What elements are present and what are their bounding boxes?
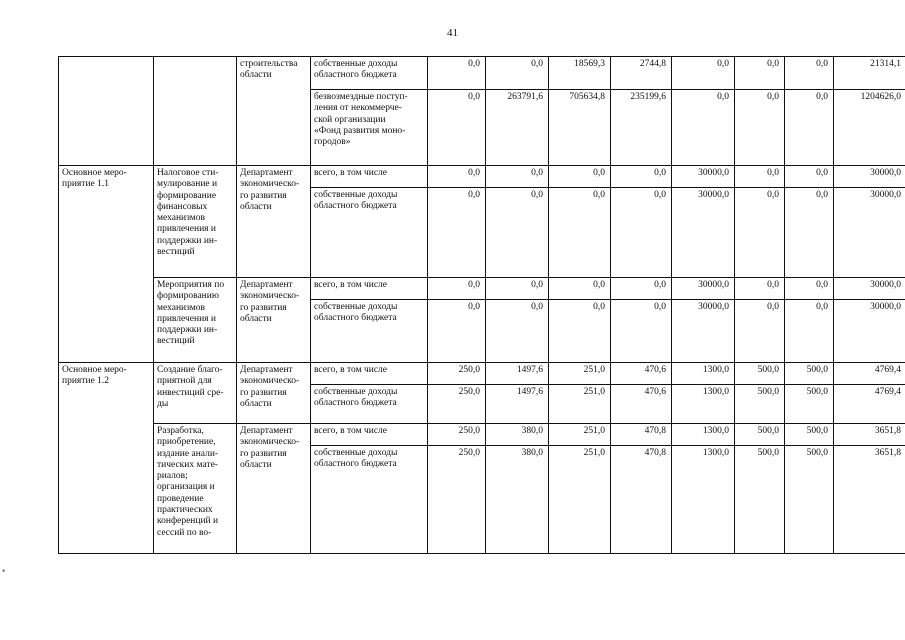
total-cell: 30000,0 (834, 188, 905, 278)
executor-text: экономическо- (240, 179, 300, 190)
table-row (59, 424, 905, 446)
funding-source-cell (311, 57, 428, 90)
value-cell: 0,0 (785, 188, 834, 278)
value-cell: 30000,0 (672, 188, 735, 278)
executor-text: Департамент (240, 426, 293, 436)
value-cell: 30000,0 (672, 300, 735, 363)
funding-source-cell (311, 188, 428, 278)
executor-text: го развития (240, 302, 287, 313)
value-cell: 500,0 (735, 385, 785, 424)
event-name-text: приятной для (157, 376, 212, 387)
value-cell: 0,0 (549, 300, 611, 363)
value-cell: 0,0 (428, 300, 486, 363)
main-event-cell (59, 57, 154, 166)
funding-source-text: всего, в том числе (314, 426, 388, 436)
event-name-text: Разработка, (157, 426, 204, 436)
value-cell: 0,0 (611, 166, 672, 188)
value-cell: 1497,6 (486, 385, 549, 424)
funding-source-text: собственные доходы (314, 59, 398, 69)
value-cell: 500,0 (785, 424, 834, 446)
value-cell: 1300,0 (672, 446, 735, 554)
funding-source-text: всего, в том числе (314, 168, 388, 178)
event-name-cell (154, 278, 237, 363)
main-event-cell (59, 166, 154, 363)
event-name-text: Мероприятия по (157, 280, 225, 290)
value-cell: 0,0 (549, 166, 611, 188)
funding-source-text: областного бюджета (314, 70, 397, 81)
funding-source-cell (311, 278, 428, 300)
value-cell: 1300,0 (672, 385, 735, 424)
funding-source-cell (311, 446, 428, 554)
event-name-text: конференций и (157, 516, 219, 527)
total-cell: 21314,1 (834, 57, 905, 90)
executor-text: области (240, 313, 272, 324)
value-cell: 500,0 (735, 363, 785, 385)
table-row (59, 166, 905, 188)
executor-text: го развития (240, 448, 287, 459)
value-cell: 263791,6 (486, 90, 549, 166)
total-cell: 4769,4 (834, 385, 905, 424)
value-cell: 250,0 (428, 385, 486, 424)
value-cell: 0,0 (735, 57, 785, 90)
value-cell: 0,0 (486, 188, 549, 278)
value-cell: 250,0 (428, 446, 486, 554)
value-cell: 0,0 (735, 300, 785, 363)
executor-text: области (240, 398, 272, 409)
funding-source-text: областного бюджета (314, 201, 397, 212)
funding-source-text: ской организации (314, 114, 386, 125)
value-cell: 18569,3 (549, 57, 611, 90)
event-name-text: проведение (157, 493, 204, 504)
value-cell: 705634,8 (549, 90, 611, 166)
total-cell: 1204626,0 (834, 90, 905, 166)
funding-source-text: собственные доходы (314, 448, 398, 458)
value-cell: 500,0 (735, 446, 785, 554)
total-cell: 30000,0 (834, 166, 905, 188)
value-cell: 0,0 (735, 278, 785, 300)
event-name-cell (154, 424, 237, 554)
value-cell: 0,0 (428, 278, 486, 300)
value-cell: 0,0 (785, 57, 834, 90)
value-cell: 0,0 (549, 278, 611, 300)
event-name-text: приобретение, (157, 437, 216, 448)
value-cell: 2744,8 (611, 57, 672, 90)
value-cell: 0,0 (486, 57, 549, 90)
event-name-text: формирование (157, 190, 217, 201)
event-name-text: сессий по во- (157, 527, 212, 538)
total-cell: 4769,4 (834, 363, 905, 385)
event-name-text: механизмов (157, 213, 205, 224)
value-cell: 380,0 (486, 424, 549, 446)
funding-source-cell (311, 90, 428, 166)
executor-cell (237, 57, 311, 166)
value-cell: 500,0 (735, 424, 785, 446)
value-cell: 0,0 (611, 278, 672, 300)
value-cell: 470,8 (611, 424, 672, 446)
value-cell: 250,0 (428, 424, 486, 446)
value-cell: 470,6 (611, 385, 672, 424)
event-name-cell (154, 363, 237, 424)
value-cell: 0,0 (672, 90, 735, 166)
executor-text: экономическо- (240, 291, 300, 302)
executor-cell (237, 363, 311, 424)
total-cell: 30000,0 (834, 300, 905, 363)
executor-text: строительства (240, 59, 298, 69)
value-cell: 0,0 (735, 90, 785, 166)
edge-mark: • (2, 566, 6, 576)
main-event-text: приятие 1.2 (62, 376, 109, 387)
funding-source-text: собственные доходы (314, 302, 398, 312)
value-cell: 251,0 (549, 424, 611, 446)
event-name-text: Создание благо- (157, 365, 223, 375)
funding-source-text: «Фонд развития моно- (314, 125, 406, 136)
value-cell: 0,0 (428, 188, 486, 278)
funding-source-text: всего, в том числе (314, 365, 388, 375)
value-cell: 0,0 (611, 300, 672, 363)
value-cell: 1300,0 (672, 424, 735, 446)
value-cell: 0,0 (486, 300, 549, 363)
value-cell: 0,0 (785, 90, 834, 166)
value-cell: 0,0 (486, 166, 549, 188)
event-name-text: вестиций (157, 336, 195, 347)
table-row (59, 363, 905, 385)
event-name-text: поддержки ин- (157, 235, 218, 246)
value-cell: 235199,6 (611, 90, 672, 166)
value-cell: 470,8 (611, 446, 672, 554)
main-event-cell (59, 363, 154, 554)
event-name-text: практических (157, 505, 213, 516)
funding-source-text: городов» (314, 137, 351, 148)
executor-text: Департамент (240, 365, 293, 375)
event-name-text: формированию (157, 291, 219, 302)
value-cell: 500,0 (785, 363, 834, 385)
funding-source-text: областного бюджета (314, 398, 397, 409)
event-name-text: поддержки ин- (157, 325, 218, 336)
executor-text: Департамент (240, 168, 293, 178)
value-cell: 0,0 (428, 166, 486, 188)
main-event-text: Основное меро- (62, 168, 127, 178)
executor-text: экономическо- (240, 376, 300, 387)
funding-source-cell (311, 363, 428, 385)
event-name-text: привлечения и (157, 224, 216, 235)
event-name-text: привлечения и (157, 313, 216, 324)
executor-cell (237, 278, 311, 363)
value-cell: 0,0 (735, 166, 785, 188)
total-cell: 3651,8 (834, 446, 905, 554)
value-cell: 30000,0 (672, 278, 735, 300)
value-cell: 251,0 (549, 385, 611, 424)
page-number: 41 (447, 27, 458, 39)
funding-source-text: областного бюджета (314, 459, 397, 470)
total-cell: 3651,8 (834, 424, 905, 446)
value-cell: 500,0 (785, 446, 834, 554)
executor-text: Департамент (240, 280, 293, 290)
executor-text: го развития (240, 387, 287, 398)
event-name-text: Налоговое сти- (157, 168, 219, 178)
event-name-cell (154, 166, 237, 278)
funding-source-cell (311, 385, 428, 424)
event-name-text: ды (157, 398, 169, 409)
funding-source-cell (311, 300, 428, 363)
event-name-text: финансовых (157, 201, 208, 212)
executor-text: го развития (240, 190, 287, 201)
value-cell: 251,0 (549, 446, 611, 554)
event-name-text: организация и (157, 482, 215, 493)
event-name-text: тических мате- (157, 459, 218, 470)
value-cell: 250,0 (428, 363, 486, 385)
total-cell: 30000,0 (834, 278, 905, 300)
executor-text: экономическо- (240, 437, 300, 448)
value-cell: 0,0 (428, 57, 486, 90)
value-cell: 0,0 (785, 278, 834, 300)
value-cell: 1300,0 (672, 363, 735, 385)
value-cell: 0,0 (486, 278, 549, 300)
value-cell: 0,0 (611, 188, 672, 278)
executor-cell (237, 424, 311, 554)
funding-source-text: областного бюджета (314, 313, 397, 324)
main-event-text: приятие 1.1 (62, 179, 109, 190)
funding-source-text: собственные доходы (314, 190, 398, 200)
event-name-text: вестиций (157, 247, 195, 258)
value-cell: 0,0 (428, 90, 486, 166)
value-cell: 470,6 (611, 363, 672, 385)
event-name-text: риалов; (157, 471, 188, 482)
funding-source-text: ления от некоммерче- (314, 103, 402, 114)
value-cell: 251,0 (549, 363, 611, 385)
value-cell: 0,0 (735, 188, 785, 278)
value-cell: 500,0 (785, 385, 834, 424)
table-row (59, 278, 905, 300)
event-name-text: издание анали- (157, 448, 219, 459)
executor-text: области (240, 459, 272, 470)
funding-source-cell (311, 424, 428, 446)
value-cell: 0,0 (785, 166, 834, 188)
event-name-text: механизмов (157, 302, 205, 313)
main-event-text: Основное меро- (62, 365, 127, 375)
value-cell: 0,0 (549, 188, 611, 278)
value-cell: 1497,6 (486, 363, 549, 385)
value-cell: 30000,0 (672, 166, 735, 188)
value-cell: 0,0 (785, 300, 834, 363)
value-cell: 0,0 (672, 57, 735, 90)
funding-source-text: всего, в том числе (314, 280, 388, 290)
event-name-cell (154, 57, 237, 166)
funding-source-cell (311, 166, 428, 188)
executor-text: области (240, 70, 272, 81)
budget-table (58, 56, 905, 554)
funding-source-text: собственные доходы (314, 387, 398, 397)
executor-cell (237, 166, 311, 278)
value-cell: 380,0 (486, 446, 549, 554)
executor-text: области (240, 201, 272, 212)
event-name-text: инвестиций сре- (157, 387, 224, 398)
event-name-text: мулирование и (157, 179, 218, 190)
funding-source-text: безвозмездные поступ- (314, 92, 408, 102)
table-row (59, 57, 905, 90)
